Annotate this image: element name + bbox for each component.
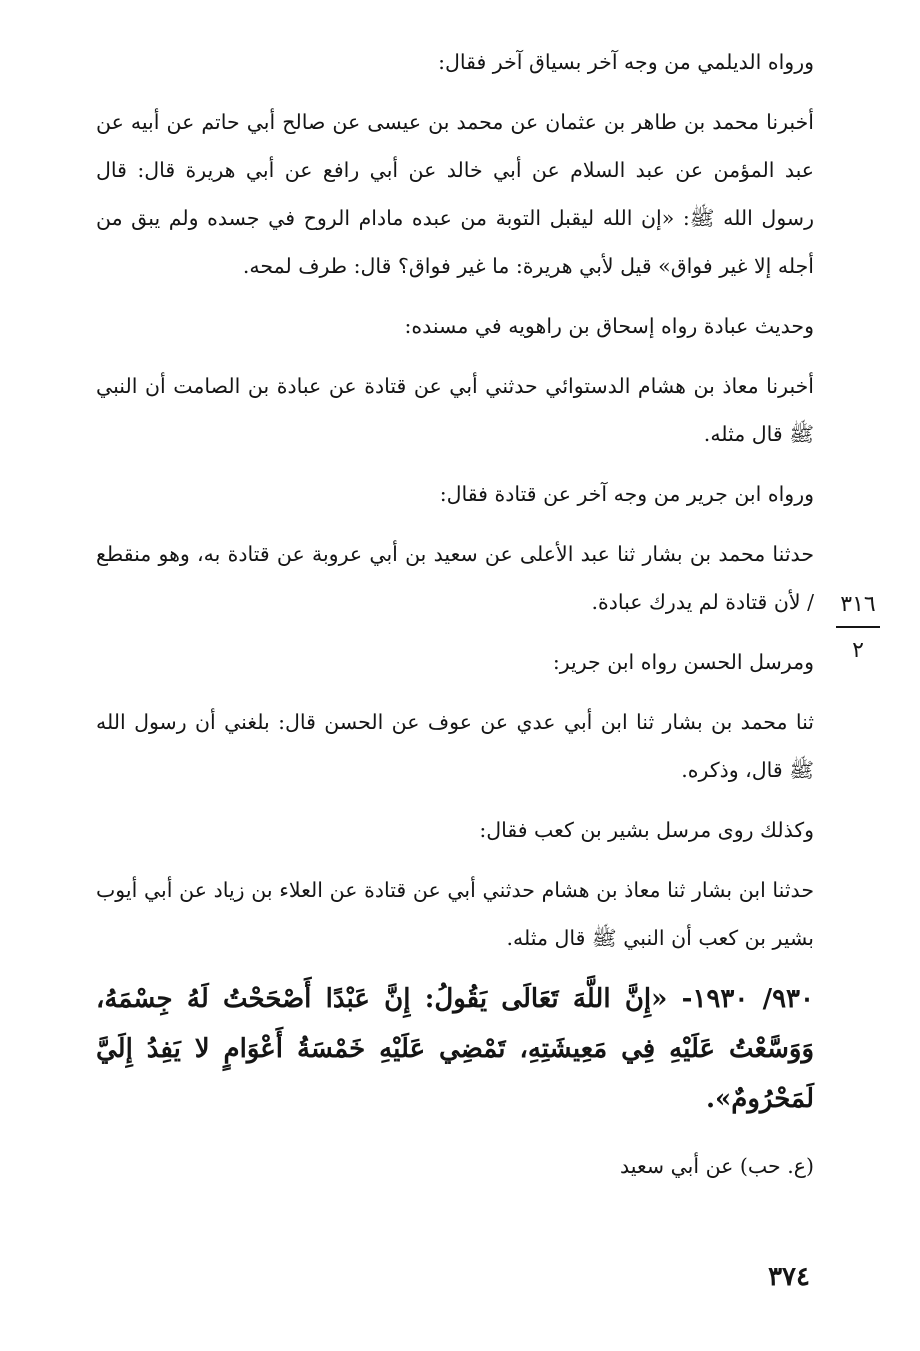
paragraph-6: حدثنا محمد بن بشار ثنا عبد الأعلى عن سعيد بن أبي عروبة عن قتادة به، وهو منقطع / لأن قتادة لم يدرك عبادة. [96, 542, 814, 614]
paragraph-9: وكذلك روى مرسل بشير بن كعب فقال: [479, 818, 814, 842]
margin-reference-top: ٣١٦ [840, 592, 876, 617]
paragraph-2: أخبرنا محمد بن طاهر بن عثمان عن محمد بن عيسى عن صالح أبي حاتم عن أبيه عن عبد المؤمن عن عبد السلام عن أبي خالد عن أبي رافع عن أبي هريرة قال: قال رسول الله ﷺ: «إن الله ليقبل التوبة من عبده مادام الروح في جسده ولم يبق من أجله إلا غير فواق» قيل لأبي هريرة: ما غير فواق؟ قال: طرف لمحه. [96, 110, 814, 278]
margin-reference-divider [836, 626, 880, 628]
paragraph-3: وحديث عبادة رواه إسحاق بن راهويه في مسنده: [404, 314, 814, 338]
paragraph-5: ورواه ابن جرير من وجه آخر عن قتادة فقال: [439, 482, 814, 506]
margin-reference-bottom: ٢ [852, 638, 864, 663]
page-body [96, 36, 814, 1211]
margin-reference [832, 590, 884, 666]
hadith-entry [96, 974, 814, 1124]
hadith-text: «إِنَّ اللَّهَ تَعَالَى يَقُولُ: إِنَّ عَبْدًا أَصْحَحْتُ لَهُ جِسْمَهُ، وَوَسَّعْتُ عَلَيْهِ فِي مَعِيشَتِهِ، تَمْضِي عَلَيْهِ خَمْسَةُ أَعْوَامٍ لا يَفِدُ إِلَيَّ لَمَحْرُومٌ». [96, 984, 814, 1114]
paragraph-4: أخبرنا معاذ بن هشام الدستوائي حدثني أبي عن قتادة عن عبادة بن الصامت أن النبي ﷺ قال مثله. [96, 374, 814, 446]
paragraph-8: ثنا محمد بن بشار ثنا ابن أبي عدي عن عوف عن الحسن قال: بلغني أن رسول الله ﷺ قال، وذكره. [96, 710, 814, 782]
hadith-source: (ع. حب) عن أبي سعيد [620, 1154, 814, 1178]
paragraph-10: حدثنا ابن بشار ثنا معاذ بن هشام حدثني أبي عن قتادة عن العلاء بن زياد عن أبي أيوب بشير بن كعب أن النبي ﷺ قال مثله. [96, 878, 814, 950]
page-number: ٣٧٤ [768, 1262, 810, 1292]
paragraph-7: ومرسل الحسن رواه ابن جرير: [552, 650, 814, 674]
paragraph-1: ورواه الديلمي من وجه آخر بسياق آخر فقال: [438, 50, 814, 74]
hadith-number: ٩٣٠/ ١٩٣٠- [681, 984, 814, 1014]
